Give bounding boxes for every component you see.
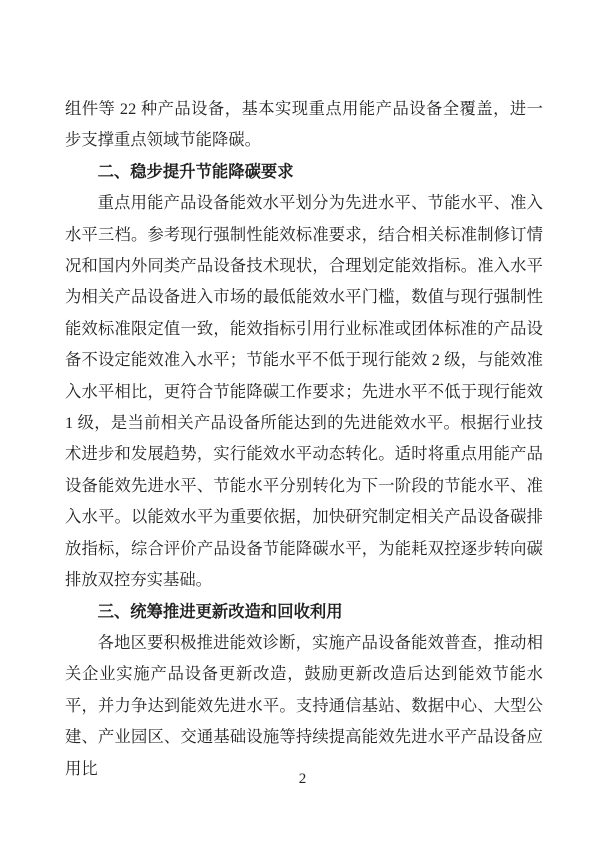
section-3-heading: 三、统筹推进更新改造和回收利用 [97,601,343,621]
paragraph-continued-from-previous-page: 组件等 22 种产品设备，基本实现重点用能产品设备全覆盖，进一步支撑重点领域节能降碳。 [65,99,543,150]
section-2-paragraph: 重点用能产品设备能效水平划分为先进水平、节能水平、准入水平三档。参考现行强制性能效标准要求，结合相关标准制修订情况和国内外同类产品设备技术现状，合理划定能效指标。准入水平为相关产品设备进入市场的最低能效水平门槛，数值与现行强制性能效标准限定值一致，能效指标引用行业标准或团体标准的产品设备不设定能效准入水平；节能水平不低于现行能效 2 级，与能效准入水平相比，更符合节能降碳工作要求；先进水平不低于现行能效 1 级，是当前相关产品设备所能达到的先进能效水平。根据行业技术进步和发展趋势，实行能效水平动态转化。适时将重点用能产品设备能效先进水平、节能水平分别转化为下一阶段的节能水平、准入水平。以能效水平为重要依据，加快研究制定相关产品设备碳排放指标，综合评价产品设备节能降碳水平，为能耗双控逐步转向碳排放双控夯实基础。 [65,193,543,590]
section-2-heading: 二、稳步提升节能降碳要求 [97,161,294,181]
page-number: 2 [298,771,307,787]
document-body [65,93,543,784]
section-3-paragraph: 各地区要积极推进能效诊断，实施产品设备能效普查，推动相关企业实施产品设备更新改造，鼓励更新改造后达到能效节能水平，并力争达到能效先进水平。支持通信基站、数据中心、大型公建、产业园区、交通基础设施等持续提高能效先进水平产品设备应用比 [65,632,543,778]
